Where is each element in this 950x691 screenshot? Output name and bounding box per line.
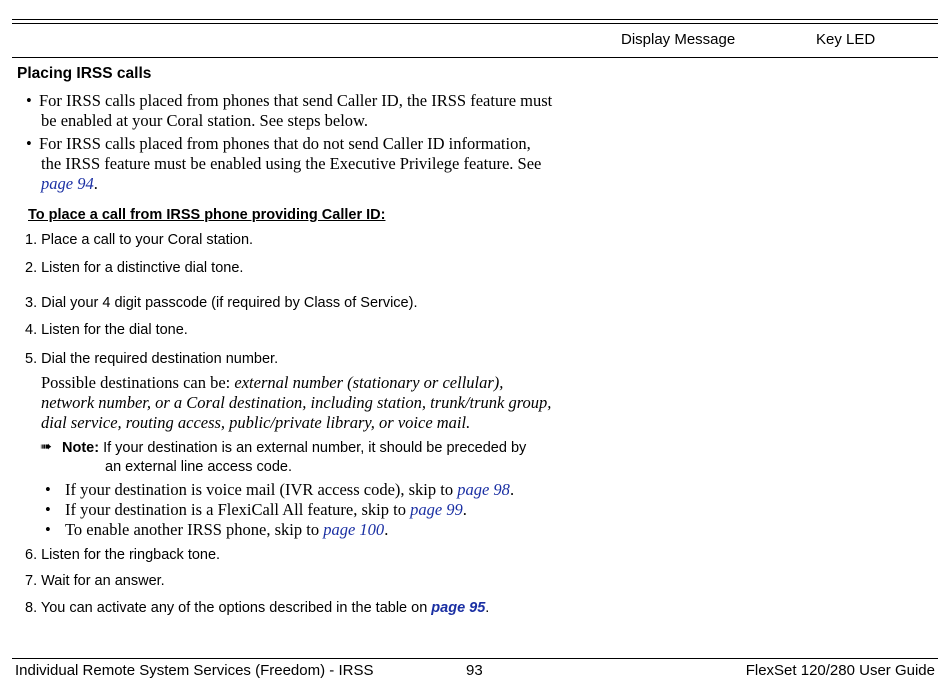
sub-bullet-flexicall xyxy=(65,500,467,520)
column-header-key-led: Key LED xyxy=(816,31,876,48)
bullet-glyph: • xyxy=(45,520,51,539)
step-6: 6. Listen for the ringback tone. xyxy=(25,547,221,563)
header-rule xyxy=(12,57,938,58)
footer-page-number: 93 xyxy=(466,662,483,679)
period: . xyxy=(485,600,490,616)
bullet-glyph: • xyxy=(26,91,32,110)
step-3: 3. Dial your 4 digit passcode (if required by Class of Service). xyxy=(25,295,418,311)
period: . xyxy=(384,520,389,539)
footer-chapter-title: Individual Remote System Services (Freedom) - IRSS xyxy=(15,662,374,679)
step-8 xyxy=(25,600,489,616)
destinations-lead: Possible destinations can be: xyxy=(41,373,231,392)
page-100-link[interactable]: page 100 xyxy=(323,520,385,539)
step-2: 2. Listen for a distinctive dial tone. xyxy=(25,260,244,276)
step-5: 5. Dial the required destination number. xyxy=(25,351,279,367)
intro-bullet-2-line-2: the IRSS feature must be enabled using the Executive Privilege feature. See xyxy=(41,154,542,173)
page-98-link[interactable]: page 98 xyxy=(457,480,510,499)
top-rule-2 xyxy=(12,23,938,24)
intro-bullet-1-line-1: For IRSS calls placed from phones that send Caller ID, the IRSS feature must xyxy=(39,91,553,110)
note-arrow-icon: ➠ xyxy=(40,439,52,455)
procedure-title: To place a call from IRSS phone providing Caller ID: xyxy=(28,207,386,223)
period: . xyxy=(93,174,98,193)
footer-guide-title: FlexSet 120/280 User Guide xyxy=(745,662,935,679)
bullet-glyph: • xyxy=(26,134,32,153)
destinations-line-1 xyxy=(41,373,503,393)
bullet-glyph: • xyxy=(45,500,51,519)
intro-bullet-2-line-1: For IRSS calls placed from phones that do not send Caller ID information, xyxy=(39,134,531,153)
bullet-glyph: • xyxy=(45,480,51,499)
note-text-1: If your destination is an external number, it should be preceded by xyxy=(103,440,527,456)
sub-bullet-voice-mail xyxy=(65,480,514,500)
sub-bullet-irss-phone xyxy=(65,520,388,540)
note-line-2: an external line access code. xyxy=(105,459,292,475)
intro-bullet-2-line-3 xyxy=(41,174,98,194)
note-label: Note: xyxy=(62,440,100,456)
step-7: 7. Wait for an answer. xyxy=(25,573,165,589)
column-header-display-message: Display Message xyxy=(621,31,736,48)
page-94-link[interactable]: page 94 xyxy=(41,174,94,193)
destinations-line-3: dial service, routing access, public/private library, or voice mail. xyxy=(41,413,471,432)
period: . xyxy=(462,500,467,519)
sub-bullet-1-text: If your destination is voice mail (IVR access code), skip to xyxy=(65,480,454,499)
page-95-link[interactable]: page 95 xyxy=(431,600,486,616)
page-99-link[interactable]: page 99 xyxy=(410,500,463,519)
destinations-line-2: network number, or a Coral destination, including station, trunk/trunk group, xyxy=(41,393,552,412)
section-title: Placing IRSS calls xyxy=(17,65,152,82)
sub-bullet-2-text: If your destination is a FlexiCall All feature, skip to xyxy=(65,500,406,519)
sub-bullet-3-text: To enable another IRSS phone, skip to xyxy=(65,520,320,539)
intro-bullet-1-line-2: be enabled at your Coral station. See steps below. xyxy=(41,111,369,130)
destinations-external: external number (stationary or cellular), xyxy=(234,373,504,392)
footer-rule xyxy=(12,658,938,659)
step-8-text: 8. You can activate any of the options described in the table on xyxy=(25,600,428,616)
note-line-1 xyxy=(62,440,526,456)
top-rule-1 xyxy=(12,19,938,20)
step-1: 1. Place a call to your Coral station. xyxy=(25,232,254,248)
step-4: 4. Listen for the dial tone. xyxy=(25,322,188,338)
period: . xyxy=(509,480,515,499)
